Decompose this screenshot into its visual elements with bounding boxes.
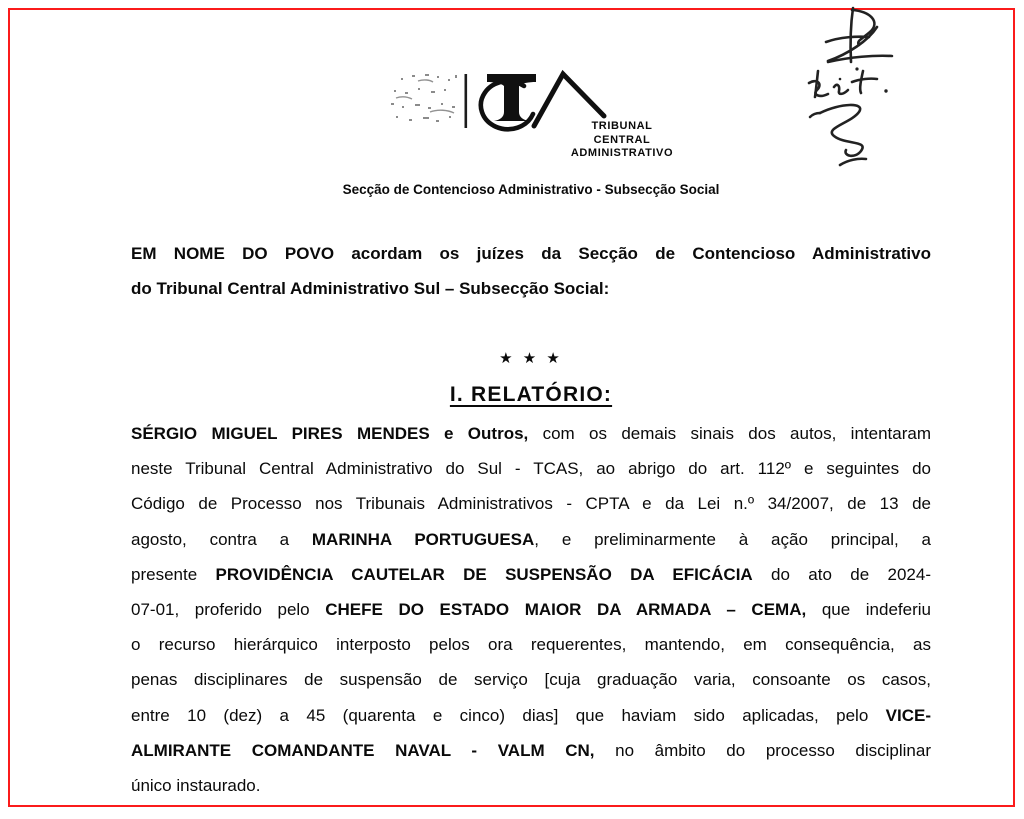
text-line	[131, 733, 931, 768]
text-run: do Tribunal Central Administrativo Sul – Subsecção Social:	[131, 279, 610, 298]
text-run: 07-01, proferido pelo	[131, 599, 326, 619]
text-run: neste Tribunal Central Administrativo do Sul - TCAS, ao abrigo do art. 112º e seguintes do	[131, 459, 931, 479]
logo-divider-bar	[465, 74, 468, 128]
text-run: penas disciplinares de suspensão de serviço [cuja graduação varia, consoante os casos,	[131, 670, 931, 690]
text-run: que indeferiu	[806, 599, 931, 619]
text-line	[131, 698, 931, 733]
court-name-line: ADMINISTRATIVO	[570, 147, 674, 159]
stamp-marks-icon	[396, 80, 454, 113]
text-line	[131, 416, 931, 451]
text-run: do ato de 2024-	[752, 564, 931, 584]
text-line	[131, 662, 931, 697]
text-line	[131, 271, 931, 306]
text-line	[131, 451, 931, 486]
stamp-marks-icon	[391, 74, 457, 122]
intro-paragraph	[131, 236, 931, 306]
text-run: SÉRGIO MIGUEL PIRES MENDES e Outros,	[131, 424, 529, 443]
text-line	[131, 592, 931, 627]
text-run: presente	[131, 564, 216, 584]
text-run: , e preliminarmente à ação principal, a	[534, 529, 931, 549]
court-name-line: TRIBUNAL	[591, 120, 653, 132]
text-run: entre 10 (dez) a 45 (quarenta e cinco) dias] que haviam sido aplicadas, pelo	[131, 705, 886, 725]
text-run: o recurso hierárquico interposto pelos ora requerentes, mantendo, em consequência, as	[131, 635, 931, 655]
text-run: único instaurado.	[131, 775, 261, 795]
text-run: MARINHA PORTUGUESA	[311, 529, 535, 549]
court-name	[552, 120, 692, 161]
text-run: com os demais sinais dos autos, intentaram	[528, 424, 931, 443]
section-heading	[131, 382, 931, 409]
text-line	[131, 236, 931, 271]
text-run: VICE-	[885, 705, 931, 725]
stars-separator: ★ ★ ★	[499, 350, 563, 367]
court-name-line: CENTRAL	[593, 133, 651, 146]
text-run: no âmbito do processo disciplinar	[594, 740, 931, 760]
section-heading-text: I. RELATÓRIO:	[449, 383, 613, 406]
text-line	[131, 627, 931, 662]
text-run: Código de Processo nos Tribunais Administrativos - CPTA e da Lei n.º 34/2007, de 13 de	[131, 494, 931, 514]
section-title: Secção de Contencioso Administrativo - Subsecção Social	[342, 182, 720, 197]
text-run: PROVIDÊNCIA CAUTELAR DE SUSPENSÃO DA EFICÁCIA	[215, 564, 753, 584]
text-line	[131, 557, 931, 592]
text-run: agosto, contra a	[131, 529, 312, 549]
handwritten-signature-icon	[793, 5, 918, 170]
text-run: EM NOME DO POVO acordam os juízes da Secção de Contencioso Administrativo	[131, 244, 931, 263]
report-paragraph	[131, 416, 931, 803]
text-line	[131, 522, 931, 557]
text-line	[131, 486, 931, 521]
text-run: ALMIRANTE COMANDANTE NAVAL - VALM CN,	[131, 740, 595, 760]
text-line	[131, 768, 931, 803]
text-run: CHEFE DO ESTADO MAIOR DA ARMADA – CEMA,	[325, 599, 807, 619]
